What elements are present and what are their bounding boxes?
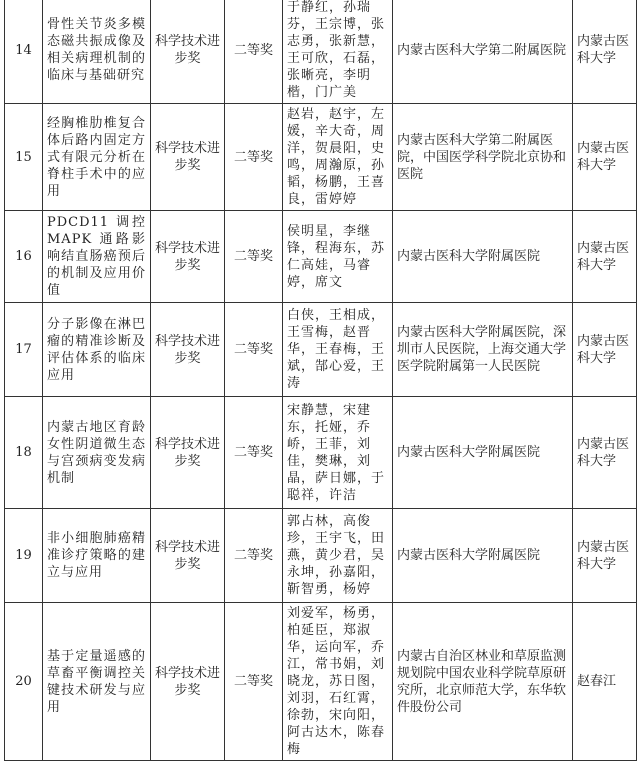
row-number: 15 xyxy=(5,104,43,211)
table-row xyxy=(5,211,637,303)
team-members: 刘爱军，杨勇，柏延臣，郑淑华，运向军，乔江，常书娟，刘晓龙，苏日图，刘羽，石红霄，徐勃，宋向阳，阿古达木，陈春梅 xyxy=(283,603,393,761)
completing-unit: 内蒙古医科大学附属医院 xyxy=(393,211,573,303)
row-number: 16 xyxy=(5,211,43,303)
recommender: 内蒙古医科大学 xyxy=(573,303,637,397)
award-grade: 二等奖 xyxy=(225,303,283,397)
project-title: 经胸椎肋椎复合体后路内固定方式有限元分析在脊柱手术中的应用 xyxy=(43,104,151,211)
project-title: PDCD11 调控 MAPK 通路影响结直肠癌预后的机制及应用价值 xyxy=(43,211,151,303)
row-number: 14 xyxy=(5,0,43,104)
award-type: 科学技术进步奖 xyxy=(151,104,225,211)
row-number: 17 xyxy=(5,303,43,397)
recommender: 内蒙古医科大学 xyxy=(573,0,637,104)
table-row xyxy=(5,104,637,211)
table-row xyxy=(5,0,637,104)
team-members: 白侠，王相成，王雪梅，赵晋华，王春梅，王斌，郜心爱，王涛 xyxy=(283,303,393,397)
award-grade: 二等奖 xyxy=(225,0,283,104)
award-type: 科学技术进步奖 xyxy=(151,397,225,509)
table-row xyxy=(5,397,637,509)
row-number: 19 xyxy=(5,509,43,603)
table-row xyxy=(5,509,637,603)
award-grade: 二等奖 xyxy=(225,104,283,211)
award-type: 科学技术进步奖 xyxy=(151,211,225,303)
award-grade: 二等奖 xyxy=(225,211,283,303)
row-number: 20 xyxy=(5,603,43,761)
completing-unit: 内蒙古医科大学附属医院 xyxy=(393,397,573,509)
team-members: 郭占林，高俊珍，王宇飞，田燕，黄少君，吴永坤，孙嘉阳，靳智勇，杨婷 xyxy=(283,509,393,603)
table-row xyxy=(5,603,637,761)
award-grade: 二等奖 xyxy=(225,509,283,603)
award-type: 科学技术进步奖 xyxy=(151,303,225,397)
project-title: 非小细胞肺癌精准诊疗策略的建立与应用 xyxy=(43,509,151,603)
award-grade: 二等奖 xyxy=(225,397,283,509)
project-title: 骨性关节炎多模态磁共振成像及相关病理机制的临床与基础研究 xyxy=(43,0,151,104)
award-type: 科学技术进步奖 xyxy=(151,509,225,603)
award-grade: 二等奖 xyxy=(225,603,283,761)
completing-unit: 内蒙古医科大学附属医院，深圳市人民医院，上海交通大学医学院附属第一人民医院 xyxy=(393,303,573,397)
recommender: 赵春江 xyxy=(573,603,637,761)
completing-unit: 内蒙古医科大学第二附属医院 xyxy=(393,0,573,104)
team-members: 于静红，孙瑞芬，王宗博，张志勇，张新慧，王可欣，石磊，张晰亮，李明楷，门广美 xyxy=(283,0,393,104)
row-number: 18 xyxy=(5,397,43,509)
project-title: 分子影像在淋巴瘤的精准诊断及评估体系的临床应用 xyxy=(43,303,151,397)
award-type: 科学技术进步奖 xyxy=(151,603,225,761)
team-members: 赵岩，赵宇，左媛，辛大奇，周洋，贺晨阳，史鸣，周瀚原，孙韬，杨鹏，王喜良，雷婷婷 xyxy=(283,104,393,211)
project-title: 内蒙古地区育龄女性阴道微生态与宫颈病变发病机制 xyxy=(43,397,151,509)
completing-unit: 内蒙古医科大学第二附属医院，中国医学科学院北京协和医院 xyxy=(393,104,573,211)
completing-unit: 内蒙古自治区林业和草原监测规划院中国农业科学院草原研究所，北京师范大学，东华软件股份公司 xyxy=(393,603,573,761)
team-members: 宋静慧，宋建东，托娅，乔峤，王菲，刘佳，樊琳，刘晶，萨日娜，于聪祥，许洁 xyxy=(283,397,393,509)
table-row xyxy=(5,303,637,397)
recommender: 内蒙古医科大学 xyxy=(573,211,637,303)
recommender: 内蒙古医科大学 xyxy=(573,104,637,211)
completing-unit: 内蒙古医科大学附属医院 xyxy=(393,509,573,603)
awards-table xyxy=(4,0,637,761)
recommender: 内蒙古医科大学 xyxy=(573,509,637,603)
project-title: 基于定量遥感的草畜平衡调控关键技术研发与应用 xyxy=(43,603,151,761)
team-members: 侯明星，李继锋，程海东，苏仁高娃，马睿婷，席文 xyxy=(283,211,393,303)
award-type: 科学技术进步奖 xyxy=(151,0,225,104)
recommender: 内蒙古医科大学 xyxy=(573,397,637,509)
